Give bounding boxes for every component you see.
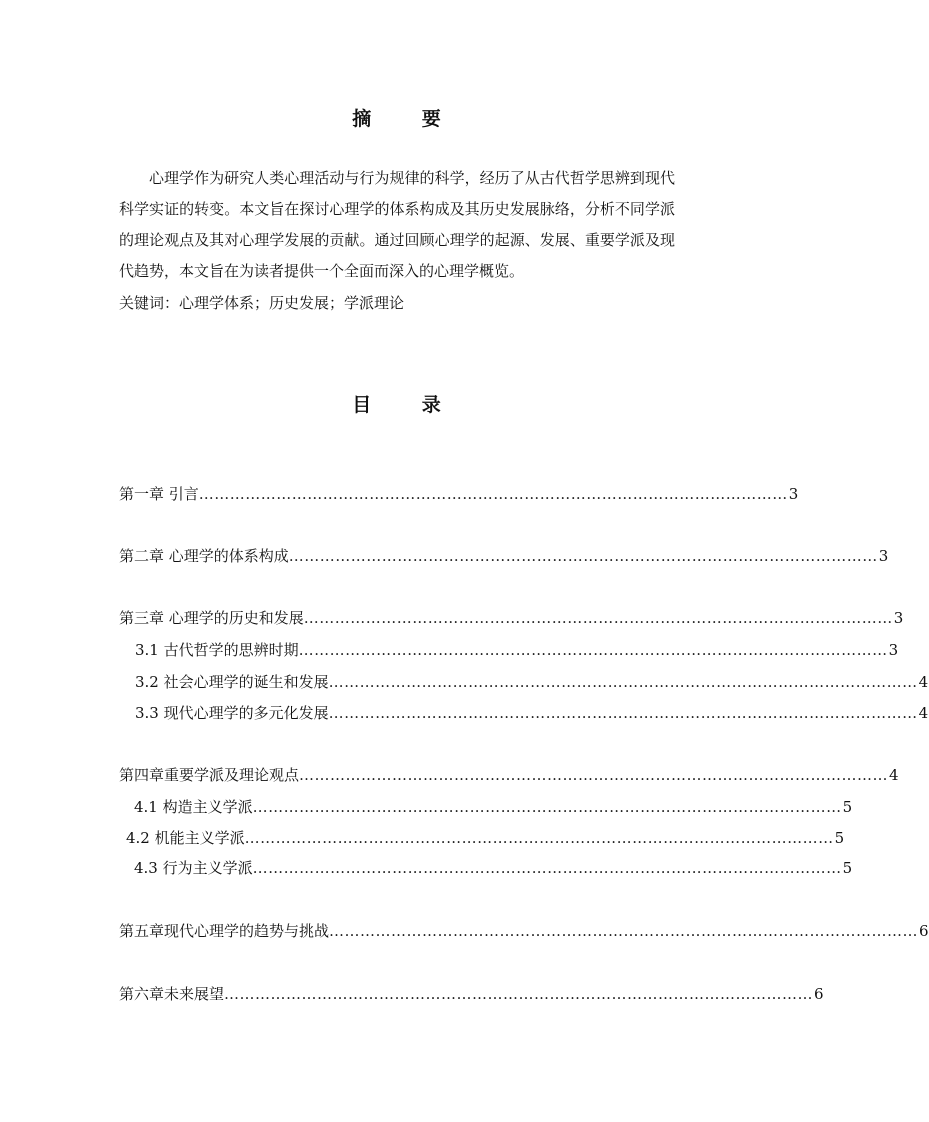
toc-dot-leader: …………………………………………………………………………………………………… — [288, 547, 878, 565]
toc-entry-title: 4.2 机能主义学派 — [126, 829, 245, 847]
toc-dot-leader: …………………………………………………………………………………………………… — [244, 829, 834, 847]
toc-dot-leader: …………………………………………………………………………………………………… — [329, 922, 919, 940]
toc-dot-leader: …………………………………………………………………………………………………… — [299, 766, 889, 784]
toc-page-number: 4 — [889, 766, 899, 784]
toc-entry-chapter-1[interactable] — [119, 483, 799, 505]
toc-page-number: 5 — [842, 859, 853, 877]
toc-page-number: 5 — [834, 829, 845, 847]
toc-dot-leader: …………………………………………………………………………………………………… — [328, 673, 918, 691]
toc-dot-leader: …………………………………………………………………………………………………… — [252, 859, 842, 877]
toc-entry-section-3-2[interactable] — [135, 671, 929, 693]
toc-entry-section-4-2[interactable] — [126, 827, 845, 849]
toc-page-number: 4 — [918, 704, 929, 722]
toc-entry-chapter-5[interactable] — [119, 920, 929, 942]
toc-entry-chapter-4[interactable] — [119, 764, 899, 786]
toc-entry-title: 第五章现代心理学的趋势与挑战 — [119, 922, 330, 940]
toc-page-number: 3 — [893, 609, 904, 627]
toc-dot-leader: …………………………………………………………………………………………………… — [303, 609, 893, 627]
toc-entry-section-4-3[interactable] — [134, 857, 853, 879]
toc-page-number: 6 — [919, 922, 929, 940]
toc-dot-leader: …………………………………………………………………………………………………… — [328, 704, 918, 722]
toc-dot-leader: …………………………………………………………………………………………………… — [198, 485, 788, 503]
toc-entry-section-3-1[interactable] — [135, 639, 899, 661]
toc-dot-leader: …………………………………………………………………………………………………… — [252, 798, 842, 816]
abstract-heading: 摘 要 — [352, 108, 463, 130]
toc-entry-title: 3.1 古代哲学的思辨时期 — [135, 641, 299, 659]
keywords-line: 关键词：心理学体系；历史发展；学派理论 — [119, 294, 405, 312]
abstract-body: 心理学作为研究人类心理活动与行为规律的科学，经历了从古代哲学思辨到现代科学实证的转变。本文旨在探讨心理学的体系构成及其历史发展脉络，分析不同学派的理论观点及其对心理学发展的贡献。通过回顾心理学的起源、发展、重要学派及现代趋势，本文旨在为读者提供一个全面而深入的心理学概览。 — [119, 169, 675, 280]
toc-heading: 目 录 — [352, 394, 463, 416]
toc-dot-leader: …………………………………………………………………………………………………… — [224, 985, 814, 1003]
toc-entry-title: 第一章 引言 — [119, 485, 199, 503]
toc-entry-title: 第六章未来展望 — [119, 985, 225, 1003]
toc-entry-title: 4.3 行为主义学派 — [134, 859, 253, 877]
toc-entry-title: 3.2 社会心理学的诞生和发展 — [135, 673, 329, 691]
toc-page-number: 5 — [842, 798, 853, 816]
toc-entry-title: 3.3 现代心理学的多元化发展 — [135, 704, 329, 722]
toc-entry-chapter-6[interactable] — [119, 983, 824, 1005]
toc-page-number: 3 — [888, 641, 899, 659]
toc-dot-leader: …………………………………………………………………………………………………… — [298, 641, 888, 659]
toc-entry-chapter-3[interactable] — [119, 607, 904, 629]
toc-entry-title: 第四章重要学派及理论观点 — [119, 766, 300, 784]
toc-page-number: 3 — [878, 547, 889, 565]
toc-page-number: 6 — [814, 985, 824, 1003]
toc-page-number: 3 — [788, 485, 799, 503]
toc-entry-section-3-3[interactable] — [135, 702, 929, 724]
toc-entry-title: 4.1 构造主义学派 — [134, 798, 253, 816]
toc-entry-title: 第三章 心理学的历史和发展 — [119, 609, 304, 627]
toc-page-number: 4 — [918, 673, 929, 691]
toc-entry-chapter-2[interactable] — [119, 545, 889, 567]
toc-entry-title: 第二章 心理学的体系构成 — [119, 547, 289, 565]
toc-entry-section-4-1[interactable] — [134, 796, 853, 818]
